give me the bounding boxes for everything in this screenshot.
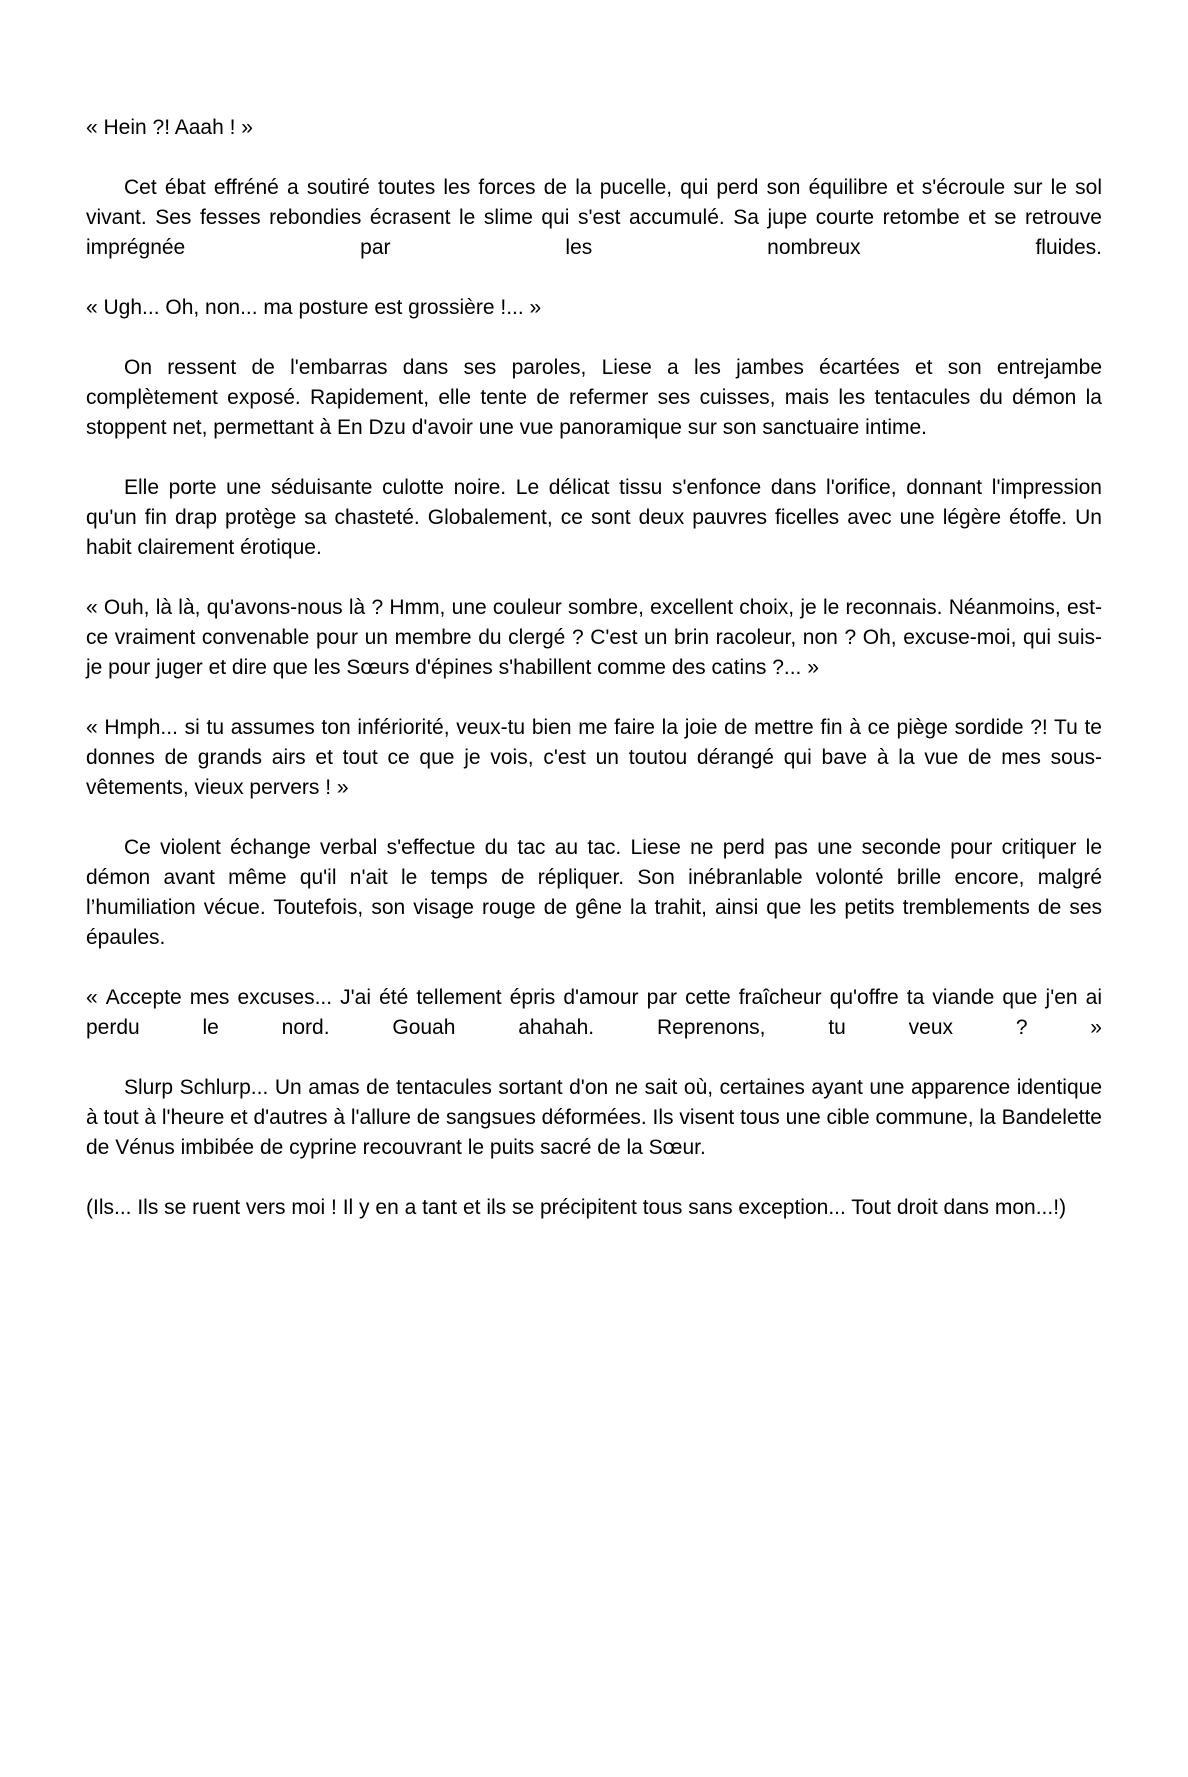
paragraph-dialogue-5: « Accepte mes excuses... J'ai été tellement épris d'amour par cette fraîcheur qu'offre ta viande que j'en ai perdu le nord. Gouah ahahah. Reprenons, tu veux ? »	[86, 986, 1102, 1039]
paragraph-narration-3: Elle porte une séduisante culotte noire. Le délicat tissu s'enfonce dans l'orifice, donnant l'impression qu'un fin drap protège sa chasteté. Globalement, ce sont deux pauvres ficelles avec une légère étoffe. Un habit clairement érotique.	[86, 476, 1102, 559]
paragraph-dialogue-2: « Ugh... Oh, non... ma posture est grossière !... »	[86, 296, 542, 319]
paragraph-narration-1: Cet ébat effréné a soutiré toutes les forces de la pucelle, qui perd son équilibre et s'écroule sur le sol vivant. Ses fesses rebondies écrasent le slime qui s'est accumulé. Sa jupe courte retombe et se retrouve imprégnée par les nombreux fluides.	[86, 176, 1102, 259]
paragraph-dialogue-4: « Hmph... si tu assumes ton infériorité, veux-tu bien me faire la joie de mettre fin à ce piège sordide ?! Tu te donnes de grands airs et tout ce que je vois, c'est un toutou dérangé qui bave à la vue de mes sous-vêtements, vieux pervers ! »	[86, 716, 1102, 799]
paragraph-thought-1: (Ils... Ils se ruent vers moi ! Il y en a tant et ils se précipitent tous sans exception... Tout droit dans mon...!)	[86, 1196, 1067, 1219]
paragraph-dialogue-1: « Hein ?! Aaah ! »	[86, 116, 253, 139]
paragraph-dialogue-3: « Ouh, là là, qu'avons-nous là ? Hmm, une couleur sombre, excellent choix, je le reconnais. Néanmoins, est-ce vraiment convenable pour un membre du clergé ? C'est un brin racoleur, non ? Oh, excuse-moi, qui suis-je pour juger et dire que les Sœurs d'épines s'habillent comme des catins ?... »	[86, 596, 1102, 679]
paragraph-narration-4: Ce violent échange verbal s'effectue du tac au tac. Liese ne perd pas une seconde pour critiquer le démon avant même qu'il n'ait le temps de répliquer. Son inébranlable volonté brille encore, malgré l’humiliation vécue. Toutefois, son visage rouge de gêne la trahit, ainsi que les petits tremblements de ses épaules.	[86, 836, 1102, 949]
paragraph-narration-5: Slurp Schlurp... Un amas de tentacules sortant d'on ne sait où, certaines ayant une apparence identique à tout à l'heure et d'autres à l'allure de sangsues déformées. Ils visent tous une cible commune, la Bandelette de Vénus imbibée de cyprine recouvrant le puits sacré de la Sœur.	[86, 1076, 1102, 1159]
paragraph-narration-2: On ressent de l'embarras dans ses paroles, Liese a les jambes écartées et son entrejambe complètement exposé. Rapidement, elle tente de refermer ses cuisses, mais les tentacules du démon la stoppent net, permettant à En Dzu d'avoir une vue panoramique sur son sanctuaire intime.	[86, 356, 1102, 439]
